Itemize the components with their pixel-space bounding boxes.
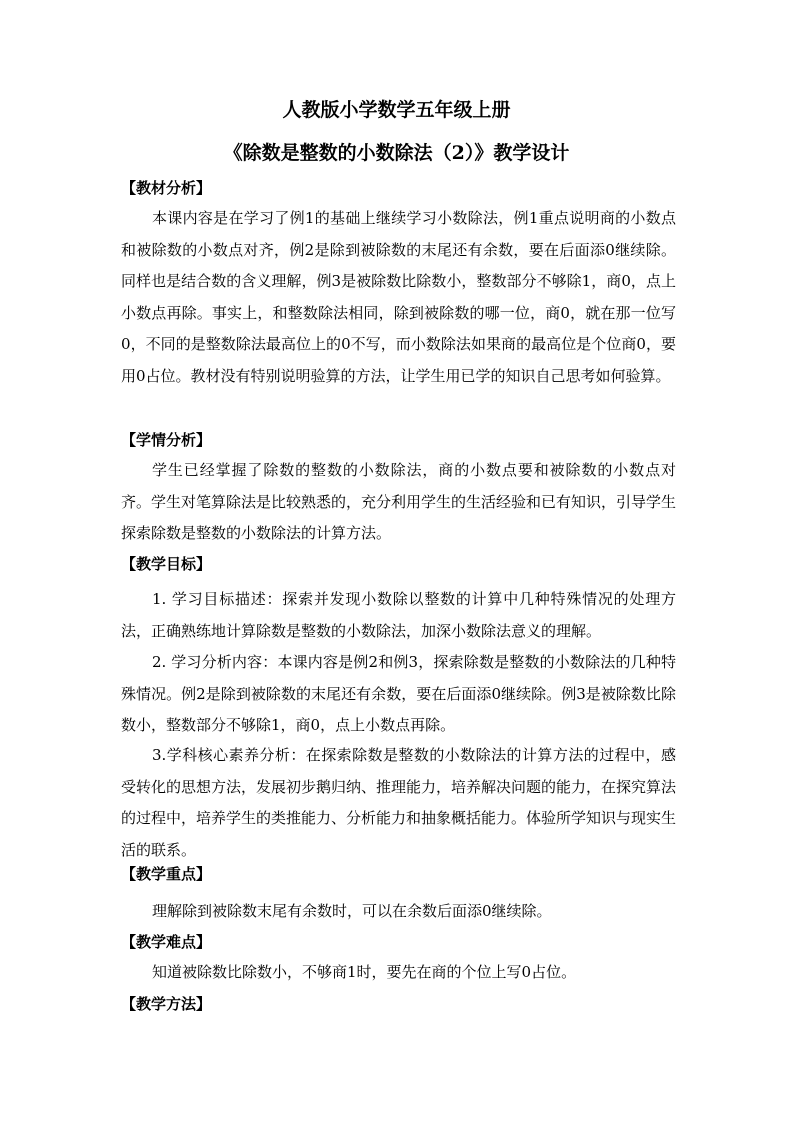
- goal-item-1: 1. 学习目标描述：探索并发现小数除以整数的计算中几种特殊情况的处理方法，正确熟练地计算除数是整数的小数除法，加深小数除法意义的理解。: [121, 590, 676, 640]
- paragraph-student-analysis: 学生已经掌握了除数的整数的小数除法，商的小数点要和被除数的小数点对齐。学生对笔算除法是比较熟悉的，充分利用学生的生活经验和已有知识，引导学生探索除数是整数的小数除法的计算方法。: [121, 461, 677, 542]
- goal-item-2: 2. 学习分析内容：本课内容是例2和例3，探索除数是整数的小数除法的几种特殊情况。例2是除到被除数的末尾还有余数，要在后面添0继续除。例3是被除数比除数小，整数部分不够除1，商0，点上小数点再除。: [121, 653, 676, 734]
- heading-material-analysis: 【教材分析】: [121, 179, 212, 197]
- paragraph-material-analysis: 本课内容是在学习了例1的基础上继续学习小数除法，例1重点说明商的小数点和被除数的小数点对齐，例2是除到被除数的末尾还有余数，要在后面添0继续除。同样也是结合数的含义理解，例3是被除数比除数小，整数部分不够除1，商0，点上小数点再除。事实上，和整数除法相同，除到被除数的哪一位，商0，就在那一位写0，不同的是整数除法最高位上的0不写，而小数除法如果商的最高位是个位商0，要用0占位。教材没有特别说明验算的方法，让学生用已学的知识自己思考如何验算。: [121, 209, 676, 385]
- heading-key-point: 【教学重点】: [121, 865, 212, 883]
- paragraph-key-point: 理解除到被除数末尾有余数时，可以在余数后面添0继续除。: [152, 902, 552, 920]
- goal-item-3: 3.学科核心素养分析：在探索除数是整数的小数除法的计算方法的过程中，感受转化的思想方法，发展初步鹅归纳、推理能力，培养解决问题的能力，在探究算法的过程中，培养学生的类推能力、分析能力和抽象概括能力。体验所学知识与现实生活的联系。: [121, 746, 677, 859]
- heading-difficulty: 【教学难点】: [121, 933, 212, 951]
- heading-student-analysis: 【学情分析】: [121, 431, 212, 449]
- heading-teaching-method: 【教学方法】: [121, 995, 212, 1013]
- document-title: 人教版小学数学五年级上册: [282, 99, 511, 121]
- heading-teaching-goals: 【教学目标】: [121, 555, 212, 573]
- paragraph-difficulty: 知道被除数比除数小，不够商1时，要先在商的个位上写0占位。: [152, 963, 577, 981]
- document-subtitle: 《除数是整数的小数除法（2）》教学设计: [223, 142, 570, 164]
